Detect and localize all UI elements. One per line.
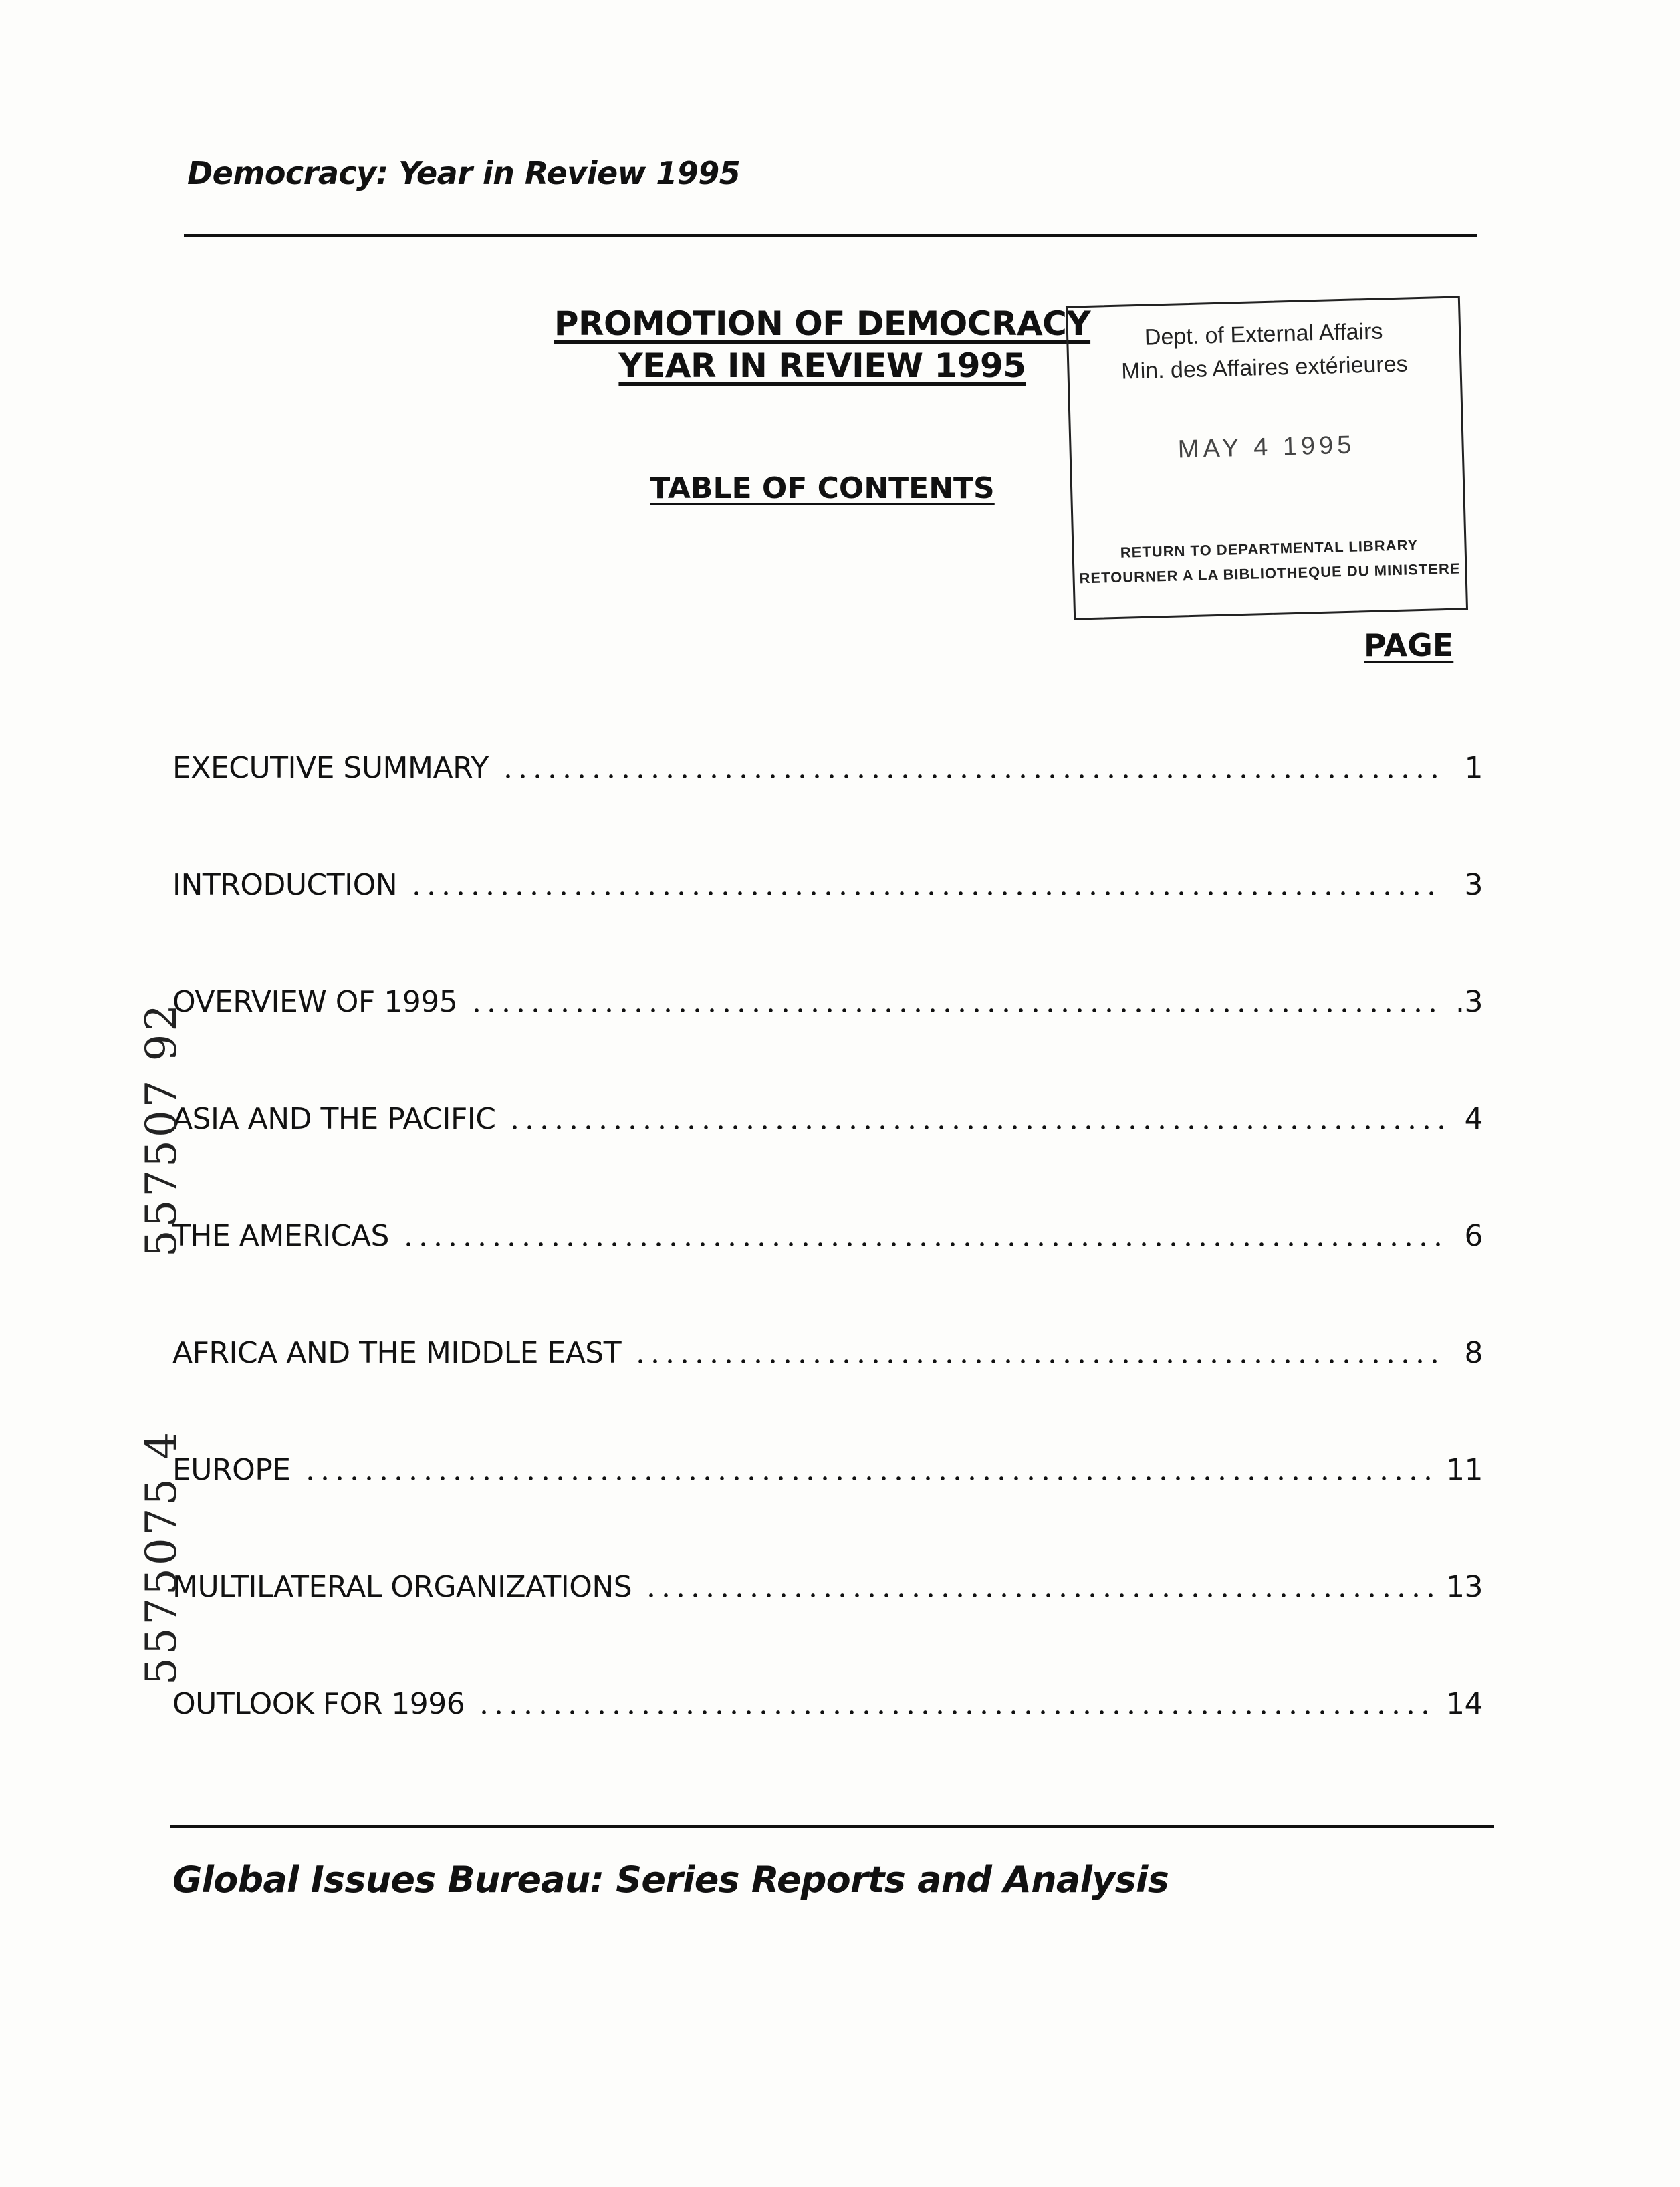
toc-entry-label: ASIA AND THE PACIFIC xyxy=(172,1102,496,1136)
toc-entry-page: 4 xyxy=(1464,1102,1483,1136)
toc-heading: TABLE OF CONTENTS xyxy=(650,471,995,505)
stamp-return-fr: RETOURNER A LA BIBLIOTHEQUE DU MINISTERE xyxy=(1079,560,1461,587)
toc-entry-asia-pacific xyxy=(172,1093,1483,1136)
toc-entry-page: 3 xyxy=(1464,868,1483,902)
toc-entry-introduction xyxy=(172,859,1483,902)
toc-entry-page: 8 xyxy=(1464,1336,1483,1370)
toc-entry-overview xyxy=(172,976,1483,1019)
running-header: Democracy: Year in Review 1995 xyxy=(187,155,741,191)
stamp-line-dept: Dept. of External Affairs xyxy=(1144,318,1383,350)
stamp-return-en: RETURN TO DEPARTMENTAL LIBRARY xyxy=(1120,536,1419,561)
toc-entry-label: INTRODUCTION xyxy=(172,868,398,902)
header-rule xyxy=(184,234,1477,237)
dot-leader xyxy=(303,1476,1434,1480)
dot-leader xyxy=(633,1359,1444,1363)
dot-leader xyxy=(477,1710,1434,1714)
toc-entry-page: 13 xyxy=(1446,1570,1483,1604)
dot-leader xyxy=(644,1593,1434,1597)
footer-rule xyxy=(170,1825,1494,1828)
toc-entry-label: MULTILATERAL ORGANIZATIONS xyxy=(172,1570,632,1604)
toc-entry-label: AFRICA AND THE MIDDLE EAST xyxy=(172,1336,622,1370)
toc-entry-outlook xyxy=(172,1678,1483,1721)
dot-leader xyxy=(469,1008,1443,1012)
toc-entry-africa-middle-east xyxy=(172,1327,1483,1370)
handwritten-note-1: 557507 92 xyxy=(137,1001,187,1257)
handwritten-note-2: 5575075 4 xyxy=(137,1429,187,1685)
footer-series-title: Global Issues Bureau: Series Reports and Analysis xyxy=(172,1859,1169,1901)
toc-entry-page: .3 xyxy=(1455,985,1483,1019)
toc-entry-label: OVERVIEW OF 1995 xyxy=(172,985,458,1019)
toc-entry-europe xyxy=(172,1444,1483,1487)
toc-entry-executive-summary xyxy=(172,742,1483,785)
document-title-line2: YEAR IN REVIEW 1995 xyxy=(618,346,1026,385)
toc-entry-label: EUROPE xyxy=(172,1453,291,1487)
toc-entry-americas xyxy=(172,1210,1483,1253)
toc-entry-label: OUTLOOK FOR 1996 xyxy=(172,1687,465,1721)
toc-entry-page: 11 xyxy=(1446,1453,1483,1487)
dot-leader xyxy=(507,1125,1444,1129)
stamp-date: MAY 4 1995 xyxy=(1177,431,1356,464)
toc-entry-label: EXECUTIVE SUMMARY xyxy=(172,751,489,785)
library-stamp xyxy=(1066,296,1468,620)
document-title-line1: PROMOTION OF DEMOCRACY xyxy=(554,304,1091,343)
toc-entry-page: 1 xyxy=(1464,751,1483,785)
toc-entry-page: 14 xyxy=(1446,1687,1483,1721)
toc-entry-label: THE AMERICAS xyxy=(172,1219,389,1253)
page-column-heading: PAGE xyxy=(1364,627,1454,663)
toc-entry-page: 6 xyxy=(1464,1219,1483,1253)
stamp-line-ministry: Min. des Affaires extérieures xyxy=(1120,351,1409,384)
dot-leader xyxy=(409,891,1444,895)
dot-leader xyxy=(501,774,1444,778)
toc-entry-multilateral xyxy=(172,1561,1483,1604)
dot-leader xyxy=(401,1242,1444,1246)
